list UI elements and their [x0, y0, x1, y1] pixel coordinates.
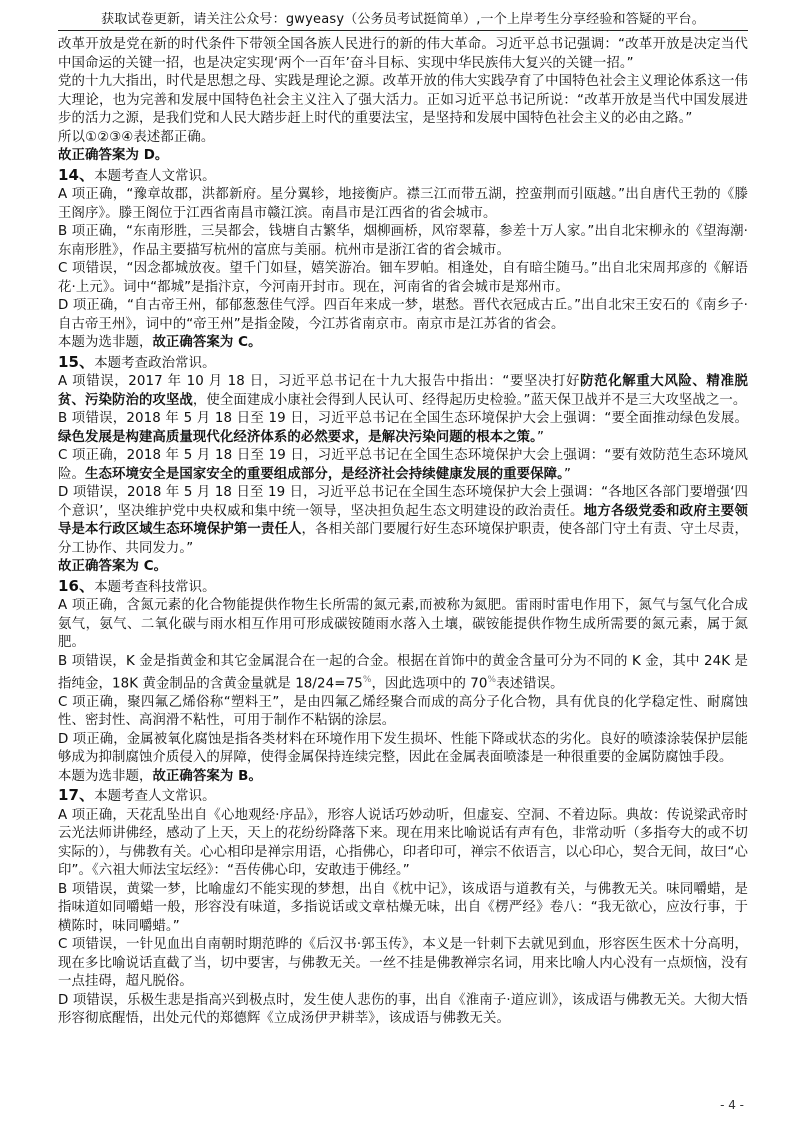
intro-paragraph-3: 所以①②③④表述都正确。 — [58, 129, 215, 145]
q17-option-c: C 项错误，一针见血出自南朝时期范晔的《后汉书·郭玉传》，本义是一针刺下去就见到血，形容医生医术十分高明，现在多比喻说话直截了当，切中要害，与佛教无关。一丝不挂是佛教禅宗名词，用来比喻人内心没有一点烦恼，没有一点挂碍，超凡脱俗。 — [58, 937, 748, 990]
option-text: ，使全面建成小康社会得到人民认可、经得起历史检验。”蓝天保卫战并不是三大攻坚战之一。 — [192, 392, 747, 408]
q14-option-d: D 项正确，“自古帝王州，郁郁葱葱佳气浮。四百年来成一梦，堪愁。晋代衣冠成古丘。”出自北宋王安石的《南乡子·自古帝王州》，词中的“帝王州”是指金陵，今江苏省南京市。南京市是江苏省的省会。 — [58, 298, 748, 332]
answer-text: 故正确答案为 B。 — [152, 768, 262, 784]
q14-option-a: A 项正确，“豫章故郡，洪都新府。星分翼轸，地接衡庐。襟三江而带五湖，控蛮荆而引瓯越。”出自唐代王勃的《滕王阁序》。滕王阁位于江西省南昌市赣江滨。南昌市是江西省的省会城市。 — [58, 187, 748, 221]
q16-answer-line — [58, 768, 748, 787]
option-text: ，各相关部门要履行好生态环境保护职责，使各部门守土有责、守土尽责，分工协作、共同发力。” — [58, 522, 748, 556]
question-topic: 本题考查科技常识。 — [94, 579, 216, 595]
option-text: B 项错误，2018 年 5 月 18 日至 19 日，习近平总书记在全国生态环境保护大会上强调：“要全面推动绿色发展。 — [58, 411, 748, 426]
intro-paragraph-2: 党的十九大指出，时代是思想之母、实践是理论之源。改革开放的伟大实践孕育了中国特色社会主义理论体系这一伟大理论，也为完善和发展中国特色社会主义注入了强大活力。正如习近平总书记所说：“改革开放是当代中国发展进步的活力之源，是我们党和人民大踏步赶上时代的重要法宝，是坚持和发展中国特色社会主义的必由之路。” — [58, 74, 748, 126]
q15-option-d — [58, 484, 748, 558]
intro-paragraph-1: 改革开放是党在新的时代条件下带领全国各族人民进行的新的伟大革命。习近平总书记强调：“改革开放是决定当代中国命运的关键一招，也是决定实现‘两个一百年’奋斗目标、实现中华民族伟大复兴的关键一招。” — [58, 37, 748, 71]
option-bold-text: 绿色发展是构建高质量现代化经济体系的必然要求，是解决污染问题的根本之策。 — [58, 429, 537, 445]
option-text: B 项错误，K 金是指黄金和其它金属混合在一起的合金。根据在首饰中的黄金含量可分为不同的 K 金，其中 24K 是指纯金，18K 黄金制品的含黄金量就是 18/24=75 — [58, 653, 748, 692]
q17-option-a: A 项正确，天花乱坠出自《心地观经·序品》，形容人说话巧妙动听，但虚妄、空洞、不着边际。典故：传说梁武帝时云光法师讲佛经，感动了上天，天上的花纷纷降落下来。现在用来比喻说话有声有色，非常动听（多指夸大的或不切实际的），与佛教有关。心心相印是禅宗用语，心指佛心，印者印可，禅宗不依语言，以心印心，契合无间，故曰“心印”。《六祖大师法宝坛经》：“吾传佛心印，安敢违于佛经。” — [58, 807, 748, 879]
question-14-heading — [58, 166, 748, 187]
option-bold-text: 地方各级党委和政府主要领导是本行政区域生态环境保护第一责任人 — [58, 503, 748, 537]
q16-option-b — [58, 653, 748, 694]
question-17-heading — [58, 786, 748, 807]
page-number: - 4 - — [720, 1098, 744, 1112]
document-body — [58, 36, 748, 1096]
q15-option-b — [58, 410, 748, 447]
answer-text: 故正确答案为 C。 — [152, 335, 262, 350]
q16-option-d: D 项正确，金属被氧化腐蚀是指各类材料在环境作用下发生损坏、性能下降或状态的劣化。良好的喷漆涂装保护层能够成为抑制腐蚀介质侵入的屏障，使得金属保持连续完整，因此在金属表面喷漆是一种很重要的金属防腐蚀手段。 — [58, 731, 748, 766]
q15-option-a — [58, 373, 748, 410]
q13-answer: 故正确答案为 D。 — [58, 148, 169, 163]
option-text: ” — [536, 429, 545, 445]
q17-option-b: B 项错误，黄粱一梦，比喻虚幻不能实现的梦想，出自《枕中记》，该成语与道教有关，与佛教无关。味同嚼蜡，是指味道如同嚼蜡一般，形容没有味道，多指说话或文章枯燥无味，出自《楞严经》卷八：“我无欲心，应汝行事，于横陈时，味同嚼蜡。” — [58, 881, 748, 934]
option-bold-text: 生态环境安全是国家安全的重要组成部分，是经济社会持续健康发展的重要保障。 — [84, 466, 564, 482]
question-number: 15、 — [58, 352, 95, 371]
percent-sign: % — [362, 675, 372, 685]
question-topic: 本题考查人文常识。 — [94, 168, 216, 184]
option-text: C 项正确，2018 年 5 月 18 日至 19 日，习近平总书记在全国生态环境保护大会上强调：“要有效防范生态环境风险。 — [58, 448, 748, 482]
answer-prefix: 本题为选非题， — [58, 335, 153, 350]
question-number: 17、 — [58, 786, 95, 805]
option-text: ，因此选项中的 70 — [371, 676, 488, 692]
q16-option-a: A 项正确，含氮元素的化合物能提供作物生长所需的氮元素,而被称为氮肥。雷雨时雷电作用下，氮气与氢气化合成氨气，氨气、二氧化碳与雨水相互作用可形成碳铵随雨水落入土壤，碳铵能提供作物生成所需要的氮元素，属于氮肥。 — [58, 598, 748, 650]
option-bold-text: 防范化解重大风险、精准脱贫、污染防治的攻坚战 — [58, 374, 748, 408]
q17-option-d: D 项错误，乐极生悲是指高兴到极点时，发生使人悲伤的事，出自《淮南子·道应训》，该成语与佛教无关。大彻大悟形容彻底醒悟，出处元代的郑德辉《立成汤伊尹耕莘》，该成语与佛教无关。 — [58, 992, 748, 1027]
q15-option-c — [58, 447, 748, 484]
question-15-heading — [58, 353, 748, 374]
question-16-heading — [58, 577, 748, 598]
q14-option-b: B 项正确，“东南形胜，三吴都会，钱塘自古繁华，烟柳画桥，风帘翠幕，参差十万人家。”出自北宋柳永的《望海潮·东南形胜》，作品主要描写杭州的富庶与美丽。杭州市是浙江省的省会城市。 — [58, 224, 748, 258]
question-topic: 本题考查人文常识。 — [94, 789, 216, 805]
option-text: ” — [563, 466, 571, 482]
answer-prefix: 本题为选非题， — [58, 768, 153, 784]
question-number: 14、 — [58, 165, 95, 184]
option-text: A 项错误，2017 年 10 月 18 日，习近平总书记在十九大报告中指出：“要坚决打好 — [58, 374, 581, 389]
percent-sign: % — [487, 675, 497, 685]
q14-option-c: C 项错误，“因念都城放夜。望千门如昼，嬉笑游冶。钿车罗帕。相逢处，自有暗尘随马。”出自北宋周邦彦的《解语花·上元》。词中“都城”是指汴京，今河南开封市。现在，河南省的省会城市是郑州市。 — [58, 261, 748, 295]
option-text: 表述错误。 — [496, 676, 564, 692]
question-number: 16、 — [58, 576, 95, 595]
header-divider — [58, 30, 748, 31]
q14-answer-line — [58, 334, 748, 353]
question-topic: 本题考查政治常识。 — [94, 355, 216, 371]
q15-answer: 故正确答案为 C。 — [58, 559, 168, 574]
page-header: 获取试卷更新，请关注公众号：gwyeasy（公务员考试挺简单）,一个上岸考生分享经验和答疑的平台。 — [101, 12, 705, 27]
option-text: D 项错误，2018 年 5 月 18 日至 19 日，习近平总书记在全国生态环境保护大会上强调：“各地区各部门要增强‘四个意识’，坚决维护党中央权威和集中统一领导，坚决担负起生态文明建设的政治责任。 — [58, 485, 748, 519]
q16-option-c: C 项正确，聚四氟乙烯俗称“塑料王”，是由四氟乙烯经聚合而成的高分子化合物，具有优良的化学稳定性、耐腐蚀性、密封性、高润滑不粘性，可用于制作不粘锅的涂层。 — [58, 694, 748, 729]
